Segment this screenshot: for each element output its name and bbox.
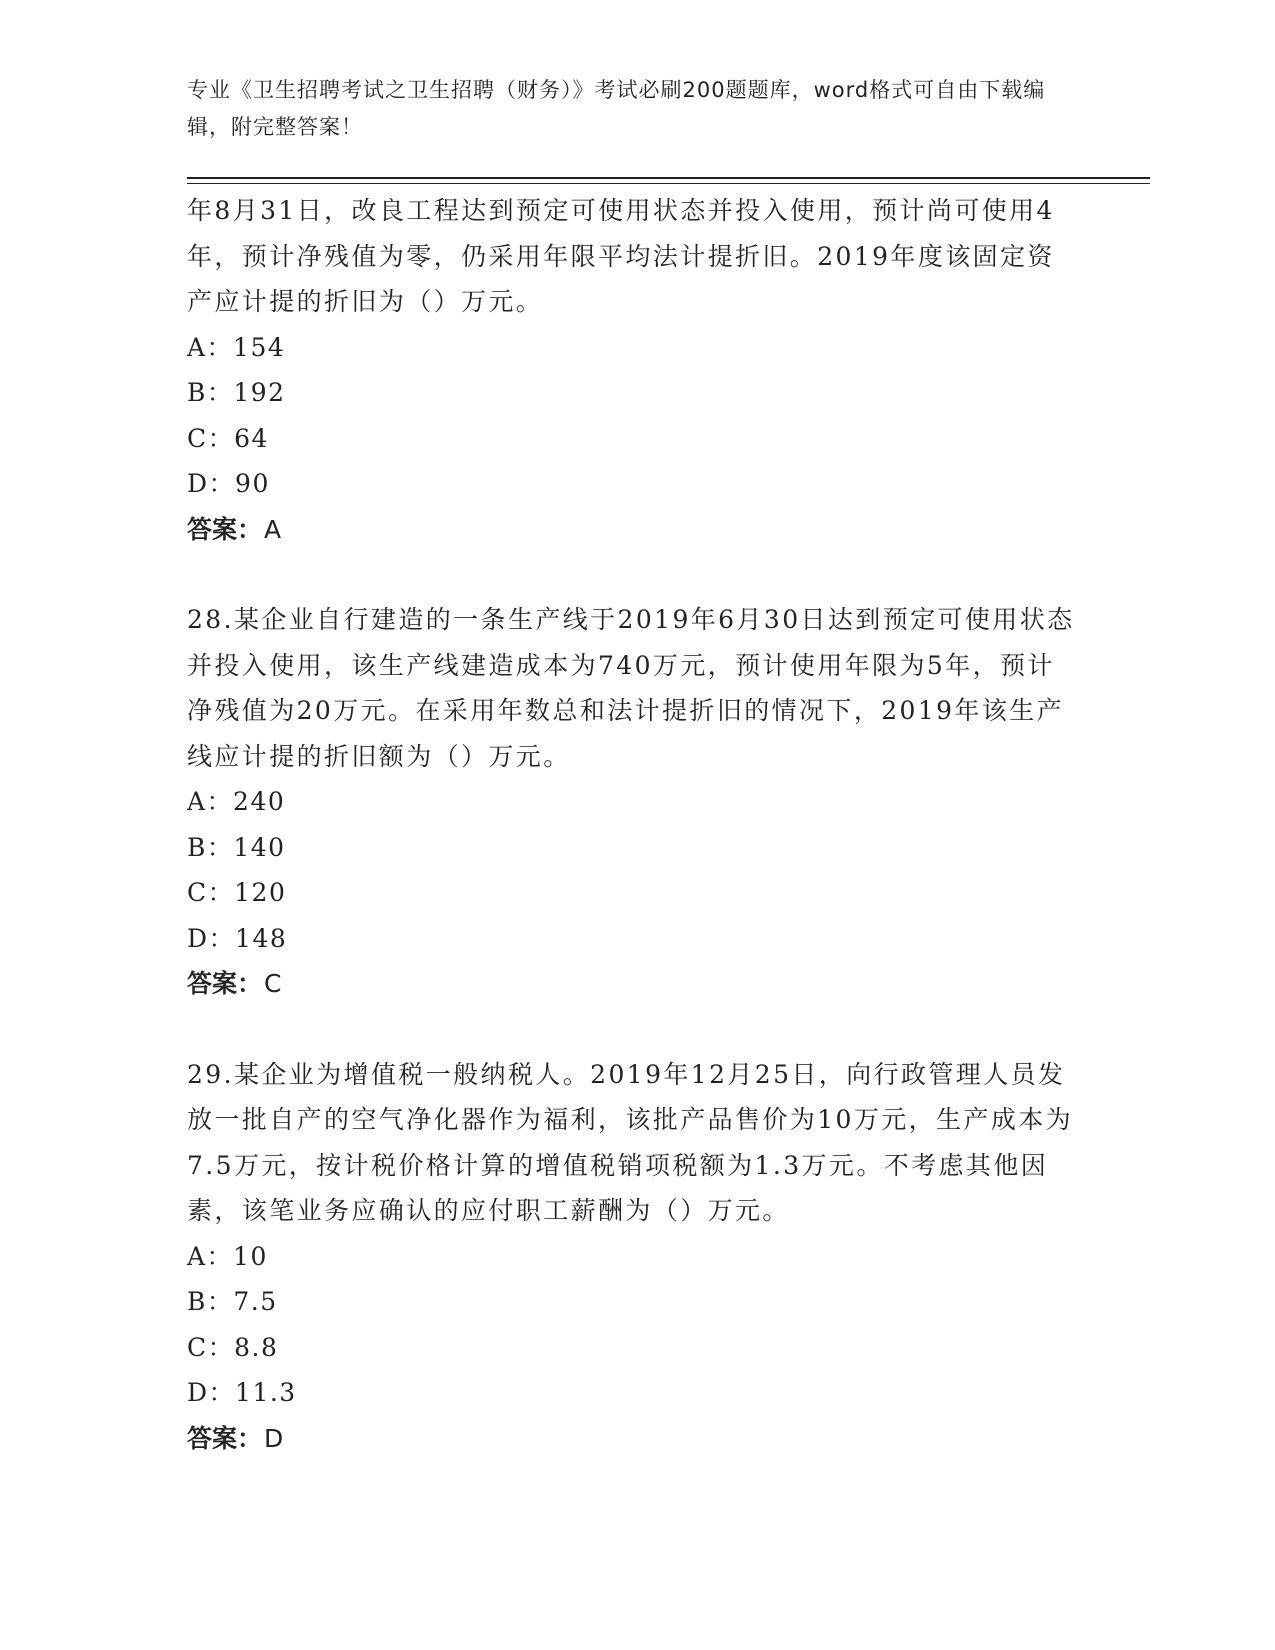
option-b: B：192 [187,378,286,407]
question-block [187,188,1077,552]
question-stem: 年8月31日，改良工程达到预定可使用状态并投入使用，预计尚可使用4年，预计净残值为零，仍采用年限平均法计提折旧。2019年度该固定资产应计提的折旧为（）万元。 [187,196,1055,316]
option-d: D：11.3 [187,1378,297,1407]
answer-label: 答案： [187,969,263,998]
option-d: D：148 [187,923,288,953]
answer-label: 答案： [187,514,263,544]
option-a: A：240 [187,787,286,816]
option-b: B：140 [187,832,286,862]
question-block [187,1052,1077,1462]
header-rule-thick [187,177,1150,179]
option-c: C：120 [187,878,287,907]
answer-line [187,507,1077,553]
answer-line [187,1416,1077,1462]
option-c: C：64 [187,423,269,453]
option-d: D：90 [187,469,270,498]
question-spacer [187,552,1077,597]
option-a: A：154 [187,332,286,362]
option-a: A：10 [187,1241,268,1271]
header-title: 专业《卫生招聘考试之卫生招聘（财务）》考试必刷200题题库，word格式可自由下载编辑，附完整答案！ [187,78,1046,139]
document-header [187,72,1067,146]
answer-label: 答案： [187,1423,263,1453]
question-spacer [187,1007,1077,1052]
question-block [187,597,1077,1007]
answer-value: D [264,1423,284,1453]
option-b: B：7.5 [187,1287,278,1316]
option-c: C：8.8 [187,1332,279,1362]
header-rule-thin [187,183,1150,184]
question-list [187,188,1077,1461]
answer-line [187,961,1077,1007]
answer-value: C [264,969,282,998]
question-stem: 29.某企业为增值税一般纳税人。2019年12月25日，向行政管理人员发放一批自产的空气净化器作为福利，该批产品售价为10万元，生产成本为7.5万元，按计税价格计算的增值税销项税额为1.3万元。不考虑其他因素，该笔业务应确认的应付职工薪酬为（）万元。 [187,1059,1074,1225]
question-stem: 28.某企业自行建造的一条生产线于2019年6月30日达到预定可使用状态并投入使用，该生产线建造成本为740万元，预计使用年限为5年，预计净残值为20万元。在采用年数总和法计提折旧的情况下，2019年该生产线应计提的折旧额为（）万元。 [187,605,1075,771]
answer-value: A [264,514,282,544]
